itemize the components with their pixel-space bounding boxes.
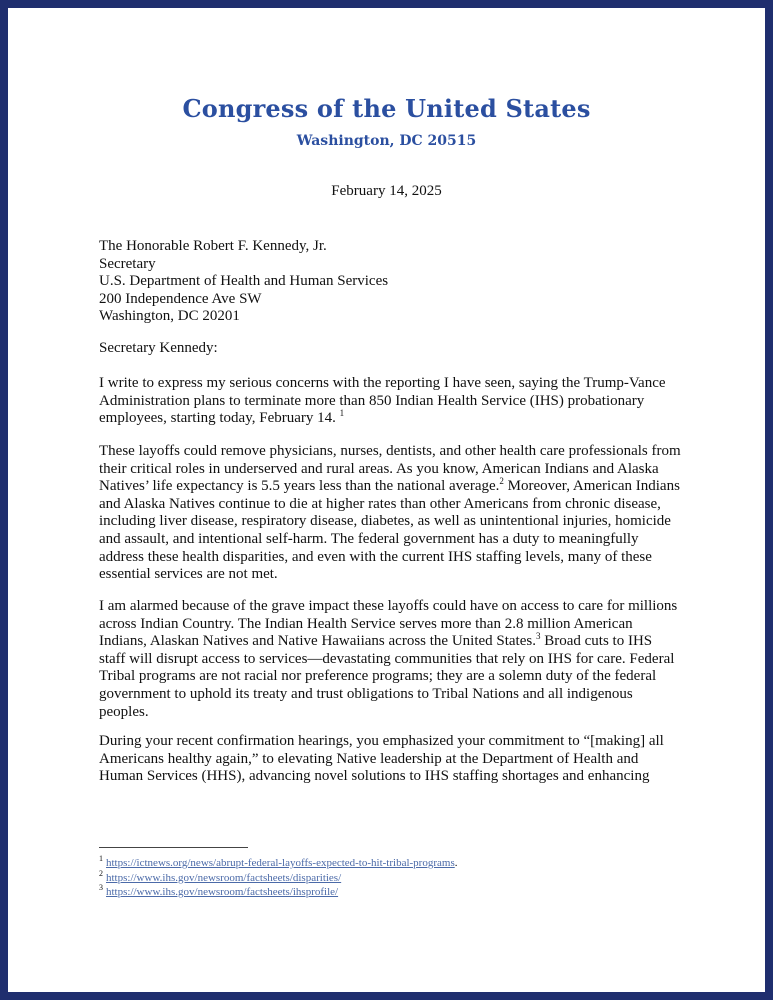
footnote-divider (99, 847, 248, 848)
paragraph-line: including liver disease, respiratory disease, diabetes, as well as unintentional injuries, homicide (99, 513, 671, 530)
paragraph-line: During your recent confirmation hearings, you emphasized your commitment to “[making] all (99, 733, 664, 749)
footnote (99, 868, 457, 886)
footnote-ref: 3 (535, 631, 541, 642)
recipient-address (99, 238, 689, 326)
paragraph-line: across Indian Country. The Indian Health Service serves more than 2.8 million American (99, 615, 633, 632)
paragraph-line: I am alarmed because of the grave impact these layoffs could have on access to care for millions (99, 598, 678, 614)
paragraph-3 (99, 598, 689, 721)
footnote-link[interactable]: https://ictnews.org/news/abrupt-federal-layoffs-expected-to-hit-tribal-programs (106, 857, 455, 869)
salutation: Secretary Kennedy: (99, 340, 218, 356)
paragraph-line: address these health disparities, and even with the current IHS staffing levels, many of these (99, 548, 652, 565)
recipient-line: The Honorable Robert F. Kennedy, Jr. (99, 238, 327, 254)
paragraph-line: These layoffs could remove physicians, nurses, dentists, and other health care professionals from (99, 443, 681, 459)
paragraph-line: essential services are not met. (99, 566, 278, 583)
recipient-line: Washington, DC 20201 (99, 308, 240, 325)
paragraph-line: Tribal programs are not racial nor preference programs; they are a solemn duty of the federal (99, 668, 657, 685)
paragraph-1 (99, 375, 689, 428)
paragraph-line: Human Services (HHS), advancing novel solutions to IHS staffing shortages and enhancing (99, 768, 650, 785)
footnote-number: 2 (99, 868, 103, 878)
footnotes (99, 856, 457, 900)
paragraph-line: Indians, Alaskan Natives and Native Hawaiians across the United States.$^3$ Broad cuts to IHS (99, 631, 653, 650)
paragraph-line: Administration plans to terminate more than 850 Indian Health Service (IHS) probationary (99, 392, 645, 409)
recipient-line: 200 Independence Ave SW (99, 290, 262, 307)
paragraph-line: and assault, and intentional self-harm. The federal government has a duty to meaningfully (99, 530, 639, 547)
footnote-link[interactable]: https://www.ihs.gov/newsroom/factsheets/ihsprofile/ (106, 886, 339, 898)
letter-date: February 14, 2025 (331, 183, 442, 199)
paragraph-line: peoples. (99, 703, 149, 720)
paragraph-line: and Alaska Natives continue to die at higher rates than other Americans from chronic disease, (99, 495, 661, 512)
letterhead-title: Congress of the United States (182, 94, 591, 123)
footnote-ref: 1 (339, 408, 345, 419)
paragraph-2 (99, 443, 689, 584)
paragraph-line: I write to express my serious concerns with the reporting I have seen, saying the Trump-Vance (99, 375, 666, 391)
paragraph-line: employees, starting today, February 14. $^1$ (99, 408, 345, 427)
footnote-link[interactable]: https://www.ihs.gov/newsroom/factsheets/disparities/ (106, 871, 342, 884)
paragraph-line: government to uphold its treaty and trust obligations to Tribal Nations and all indigenous (99, 685, 633, 702)
paragraph-line: Americans healthy again,” to elevating Native leadership at the Department of Health and (99, 750, 639, 767)
footnote (99, 885, 457, 900)
paragraph-line: their critical roles in underserved and rural areas. As you know, American Indians and Alaska (99, 460, 659, 477)
footnote-ref: 2 (499, 476, 504, 487)
letterhead-subtitle: Washington, DC 20515 (296, 133, 477, 149)
recipient-line: U.S. Department of Health and Human Services (99, 273, 389, 290)
paragraph-line: staff will disrupt access to services—devastating communities that rely on IHS for care. Federal (99, 650, 675, 667)
recipient-line: Secretary (99, 255, 156, 272)
footnote-number: 1 (99, 854, 103, 864)
paragraph-4 (99, 733, 689, 786)
footnote-number: 3 (99, 883, 103, 893)
footnote: $^1$ https://ictnews.org/news/abrupt-federal-layoffs-expected-to-hit-tribal-programs. (99, 854, 458, 869)
paragraph-line: Natives’ life expectancy is 5.5 years less than the national average.$^2$ Moreover, American Indians (99, 476, 680, 495)
